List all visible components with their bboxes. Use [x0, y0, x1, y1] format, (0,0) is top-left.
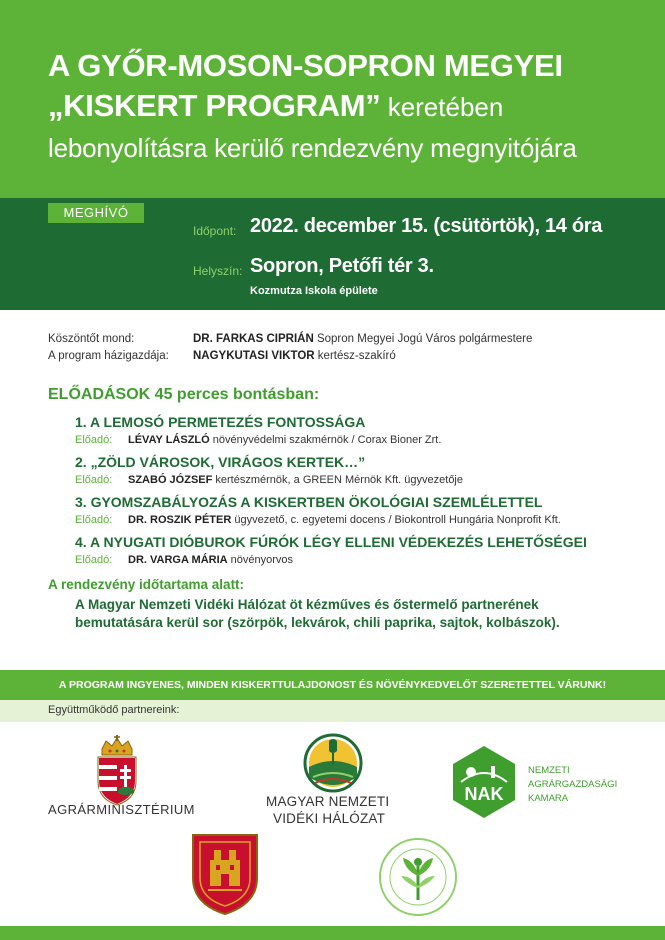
- presenter-name: LÉVAY LÁSZLÓ: [128, 434, 210, 446]
- nak-logo-icon: [451, 744, 517, 820]
- duration-line-2: bemutatására kerül sor (szörpök, lekvárok, chili paprika, sajtok, kolbászok).: [75, 615, 560, 630]
- host-row-host: [48, 350, 396, 362]
- time-value: 2022. december 15. (csütörtök), 14 óra: [250, 215, 603, 237]
- invitation-badge: MEGHÍVÓ: [48, 203, 144, 223]
- presenter-role: ügyvezető, c. egyetemi docens / Biokontroll Hungária Nonprofit Kft.: [231, 514, 561, 526]
- title-program-name: „KISKERT PROGRAM”: [48, 88, 381, 123]
- title-line-3: lebonyolításra kerülő rendezvény megnyitójára: [48, 133, 577, 163]
- presenter-label: Előadó:: [75, 514, 113, 526]
- place-label: Helyszín:: [193, 264, 243, 278]
- title-line-2-rest: keretében: [380, 92, 504, 122]
- nak-logo-letters: NAK: [464, 784, 504, 804]
- time-label: Időpont:: [193, 224, 237, 238]
- host-name: NAGYKUTASI VIKTOR: [193, 350, 315, 362]
- nak-logo-line-1: NEMZETI: [528, 765, 570, 776]
- lectures-heading: ELŐADÁSOK 45 perces bontásban:: [48, 386, 320, 403]
- presenter-role: növényvédelmi szakmérnök / Corax Bioner Zrt.: [209, 434, 442, 446]
- host-label: Köszöntőt mond:: [48, 333, 135, 345]
- duration-heading: A rendezvény időtartama alatt:: [48, 577, 245, 592]
- free-entry-banner: A PROGRAM INGYENES, MINDEN KISKERTTULAJDONOST ÉS NÖVÉNYKEDVELŐT SZERETETTEL VÁRUNK!: [0, 670, 665, 700]
- lecture-presenter-2: [75, 474, 463, 486]
- presenter-name: SZABÓ JÓZSEF: [128, 474, 213, 486]
- mnvh-logo-line-2: VIDÉKI HÁLÓZAT: [273, 811, 386, 826]
- title-line-2: [48, 88, 503, 124]
- lecture-title-2: 2. „ZÖLD VÁROSOK, VIRÁGOS KERTEK…”: [75, 454, 366, 470]
- bottom-strip: [0, 926, 665, 940]
- nak-logo-line-3: KAMARA: [528, 793, 569, 804]
- presenter-label: Előadó:: [75, 434, 113, 446]
- sopron-coat-of-arms-icon: [190, 832, 260, 916]
- host-name: DR. FARKAS CIPRIÁN: [193, 333, 314, 345]
- host-role: Sopron Megyei Jogú Város polgármestere: [313, 333, 533, 345]
- partners-label: Együttműködő partnereink:: [48, 704, 180, 716]
- place-subtitle: Kozmutza Iskola épülete: [250, 285, 378, 297]
- presenter-label: Előadó:: [75, 474, 113, 486]
- lecture-title-3: 3. GYOMSZABÁLYOZÁS A KISKERTBEN ÖKOLÓGIAI SZEMLÉLETTEL: [75, 494, 543, 510]
- presenter-label: Előadó:: [75, 554, 113, 566]
- lecture-presenter-1: [75, 434, 441, 446]
- hungarian-coat-of-arms-icon: [92, 735, 142, 807]
- host-row-greeting: [48, 333, 532, 345]
- gardeners-association-logo-icon: [377, 836, 459, 918]
- lecture-title-4: 4. A NYUGATI DIÓBUROK FÚRÓK LÉGY ELLENI VÉDEKEZÉS LEHETŐSÉGEI: [75, 534, 587, 550]
- ministry-logo-text: AGRÁRMINISZTÉRIUM: [48, 802, 195, 817]
- lecture-presenter-3: [75, 514, 561, 526]
- lecture-title-1: 1. A LEMOSÓ PERMETEZÉS FONTOSSÁGA: [75, 414, 366, 430]
- mnvh-logo-line-1: MAGYAR NEMZETI: [266, 794, 390, 809]
- presenter-name: DR. VARGA MÁRIA: [128, 554, 228, 566]
- lecture-presenter-4: [75, 554, 293, 566]
- presenter-role: kertészmérnök, a GREEN Mérnök Kft. ügyvezetője: [212, 474, 463, 486]
- duration-line-1: A Magyar Nemzeti Vidéki Hálózat öt kézműves és őstermelő partnerének: [75, 597, 539, 612]
- host-role: kertész-szakíró: [314, 350, 396, 362]
- host-label: A program házigazdája:: [48, 350, 169, 362]
- presenter-name: DR. ROSZIK PÉTER: [128, 514, 232, 526]
- nak-logo-line-2: AGRÁRGAZDASÁGI: [528, 779, 618, 790]
- presenter-role: növényorvos: [227, 554, 294, 566]
- mnvh-logo-icon: [303, 733, 363, 793]
- place-value: Sopron, Petőfi tér 3.: [250, 255, 434, 277]
- title-line-1: A GYŐR-MOSON-SOPRON MEGYEI: [48, 48, 563, 83]
